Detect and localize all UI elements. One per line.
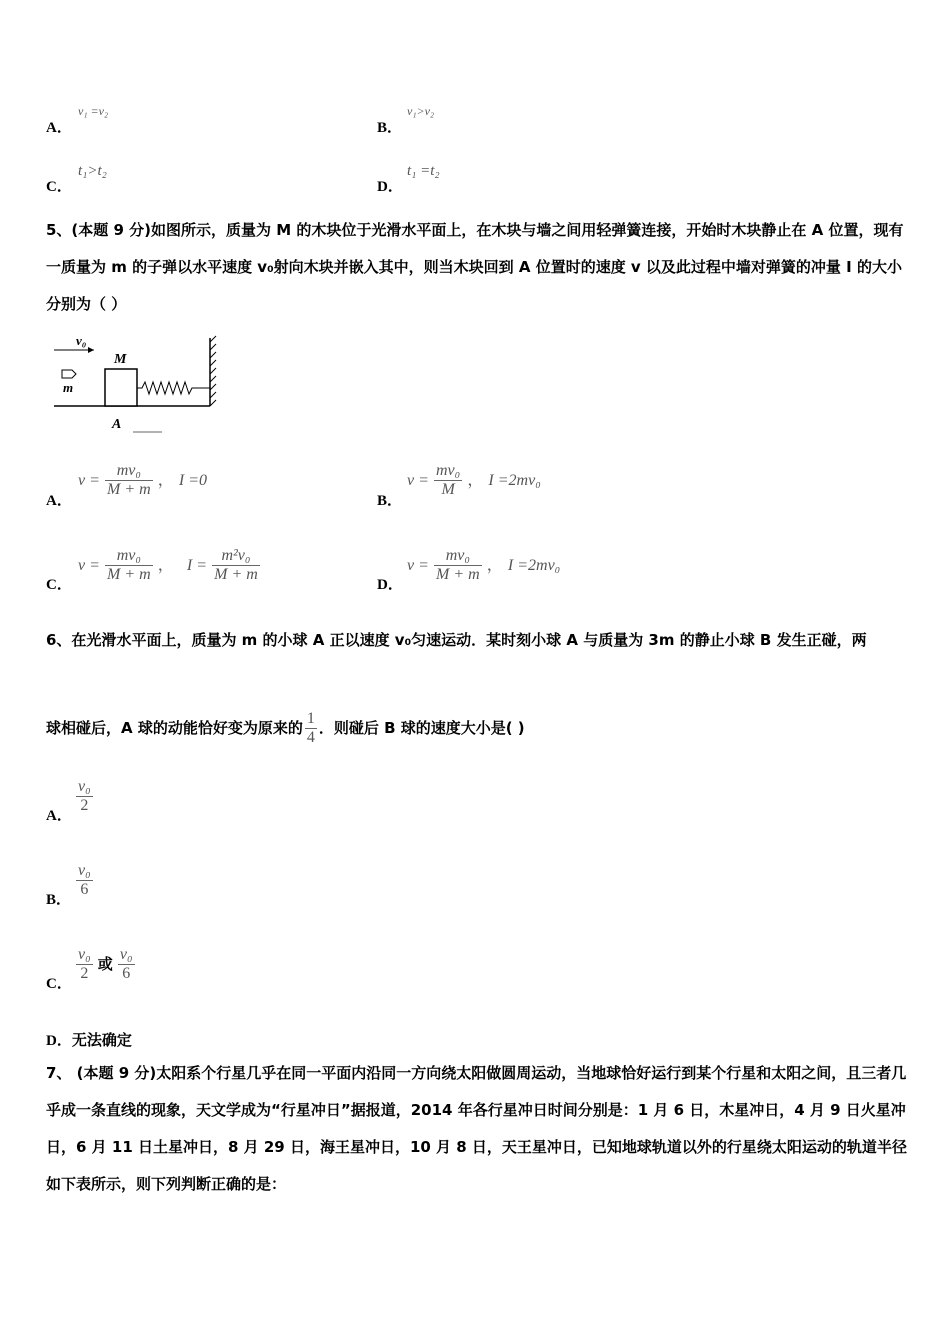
- q6-option-c-expr: $\frac{\text{v₀}}{2}$ 或 $\frac{\text{v₀}}{6}$: [78, 946, 133, 982]
- q4-option-c-label: C．: [46, 179, 72, 195]
- q4-option-b-expr: v₁>v₂: [407, 104, 435, 118]
- q6-option-c-label: C．: [46, 976, 72, 992]
- label-m: m: [63, 380, 74, 395]
- q4-option-c-expr: t₁>t₂: [78, 163, 107, 179]
- q5-option-d-label: D．: [377, 577, 403, 593]
- q5-option-d-expr: v = $\frac{\text{mv₀}}{M + m}$ ， I =2mv₀: [407, 547, 561, 583]
- spring: [137, 382, 210, 394]
- q6-stem-line2: 球相碰后，A 球的动能恰好变为原来的 $\frac{1}{4}$ ．则碰后 B 球的速度大小是( ): [46, 710, 525, 746]
- q5-figure: [50, 332, 225, 437]
- q7-stem: 7、 (本题 9 分)太阳系个行星几乎在同一平面内沿同一方向绕太阳做圆周运动，当地球恰好运行到某个行星和太阳之间，且三者几乎成一条直线的现象，天文学成为“行星冲日”据报道，2014 年各行星冲日时间分别是：1 月 6 日，木星冲日，4 月 9 日火星冲日，6 月 11 日土星冲日，8 月 29 日，海王星冲日，10 月 8 日，天王星冲日，已知地球轨道以外的行星绕太阳运动的轨道半径如下表所示，则下列判断正确的是：: [46, 1064, 907, 1193]
- q5-option-a-label: A．: [46, 493, 72, 509]
- q5-option-b-expr: v = $\frac{\text{mv₀}}{M}$ ， I =2mv₀: [407, 462, 541, 498]
- label-M: M: [114, 352, 127, 367]
- block-M: [105, 369, 137, 406]
- q6-stem-line1: 6、在光滑水平面上，质量为 m 的小球 A 正以速度 v₀匀速运动．某时刻小球 A 与质量为 3m 的静止小球 B 发生正碰，两: [46, 631, 867, 649]
- q4-option-b-label: B．: [377, 120, 403, 136]
- q6-option-a-label: A．: [46, 808, 72, 824]
- q4-option-a-label: A．: [46, 120, 72, 136]
- q6-option-a-expr: $\frac{\text{v₀}}{2}$: [78, 778, 91, 814]
- q4-option-a-expr: v₁ =v₂: [78, 104, 109, 118]
- q6-option-d: D．无法确定: [46, 1031, 132, 1049]
- q6-option-b-label: B．: [46, 892, 72, 908]
- q5-option-b-label: B．: [377, 493, 403, 509]
- wall-hatching: [210, 336, 216, 406]
- arrow-head: [88, 347, 94, 353]
- q5-option-c-expr: v = $\frac{\text{mv₀}}{M + m}$ ， I = $\frac{\text{m²v₀}}{M + m}$: [78, 547, 258, 583]
- q5-option-c-label: C．: [46, 577, 72, 593]
- label-v0: v₀: [76, 333, 87, 348]
- q6-option-b-expr: $\frac{\text{v₀}}{6}$: [78, 862, 91, 898]
- q4-option-d-label: D．: [377, 179, 403, 195]
- q4-option-d-expr: t₁ =t₂: [407, 163, 440, 179]
- q5-option-a-expr: v = $\frac{\text{mv₀}}{M + m}$ ， I =0: [78, 462, 208, 498]
- q5-stem: 5、(本题 9 分)如图所示，质量为 M 的木块位于光滑水平面上，在木块与墙之间用轻弹簧连接，开始时木块静止在 A 位置，现有一质量为 m 的子弹以水平速度 v₀射向木块并嵌入其中，则当木块回到 A 位置时的速度 v 以及此过程中墙对弹簧的冲量 I 的大小分别为（ ）: [46, 221, 904, 313]
- bullet: [62, 370, 76, 378]
- label-A: A: [112, 417, 122, 432]
